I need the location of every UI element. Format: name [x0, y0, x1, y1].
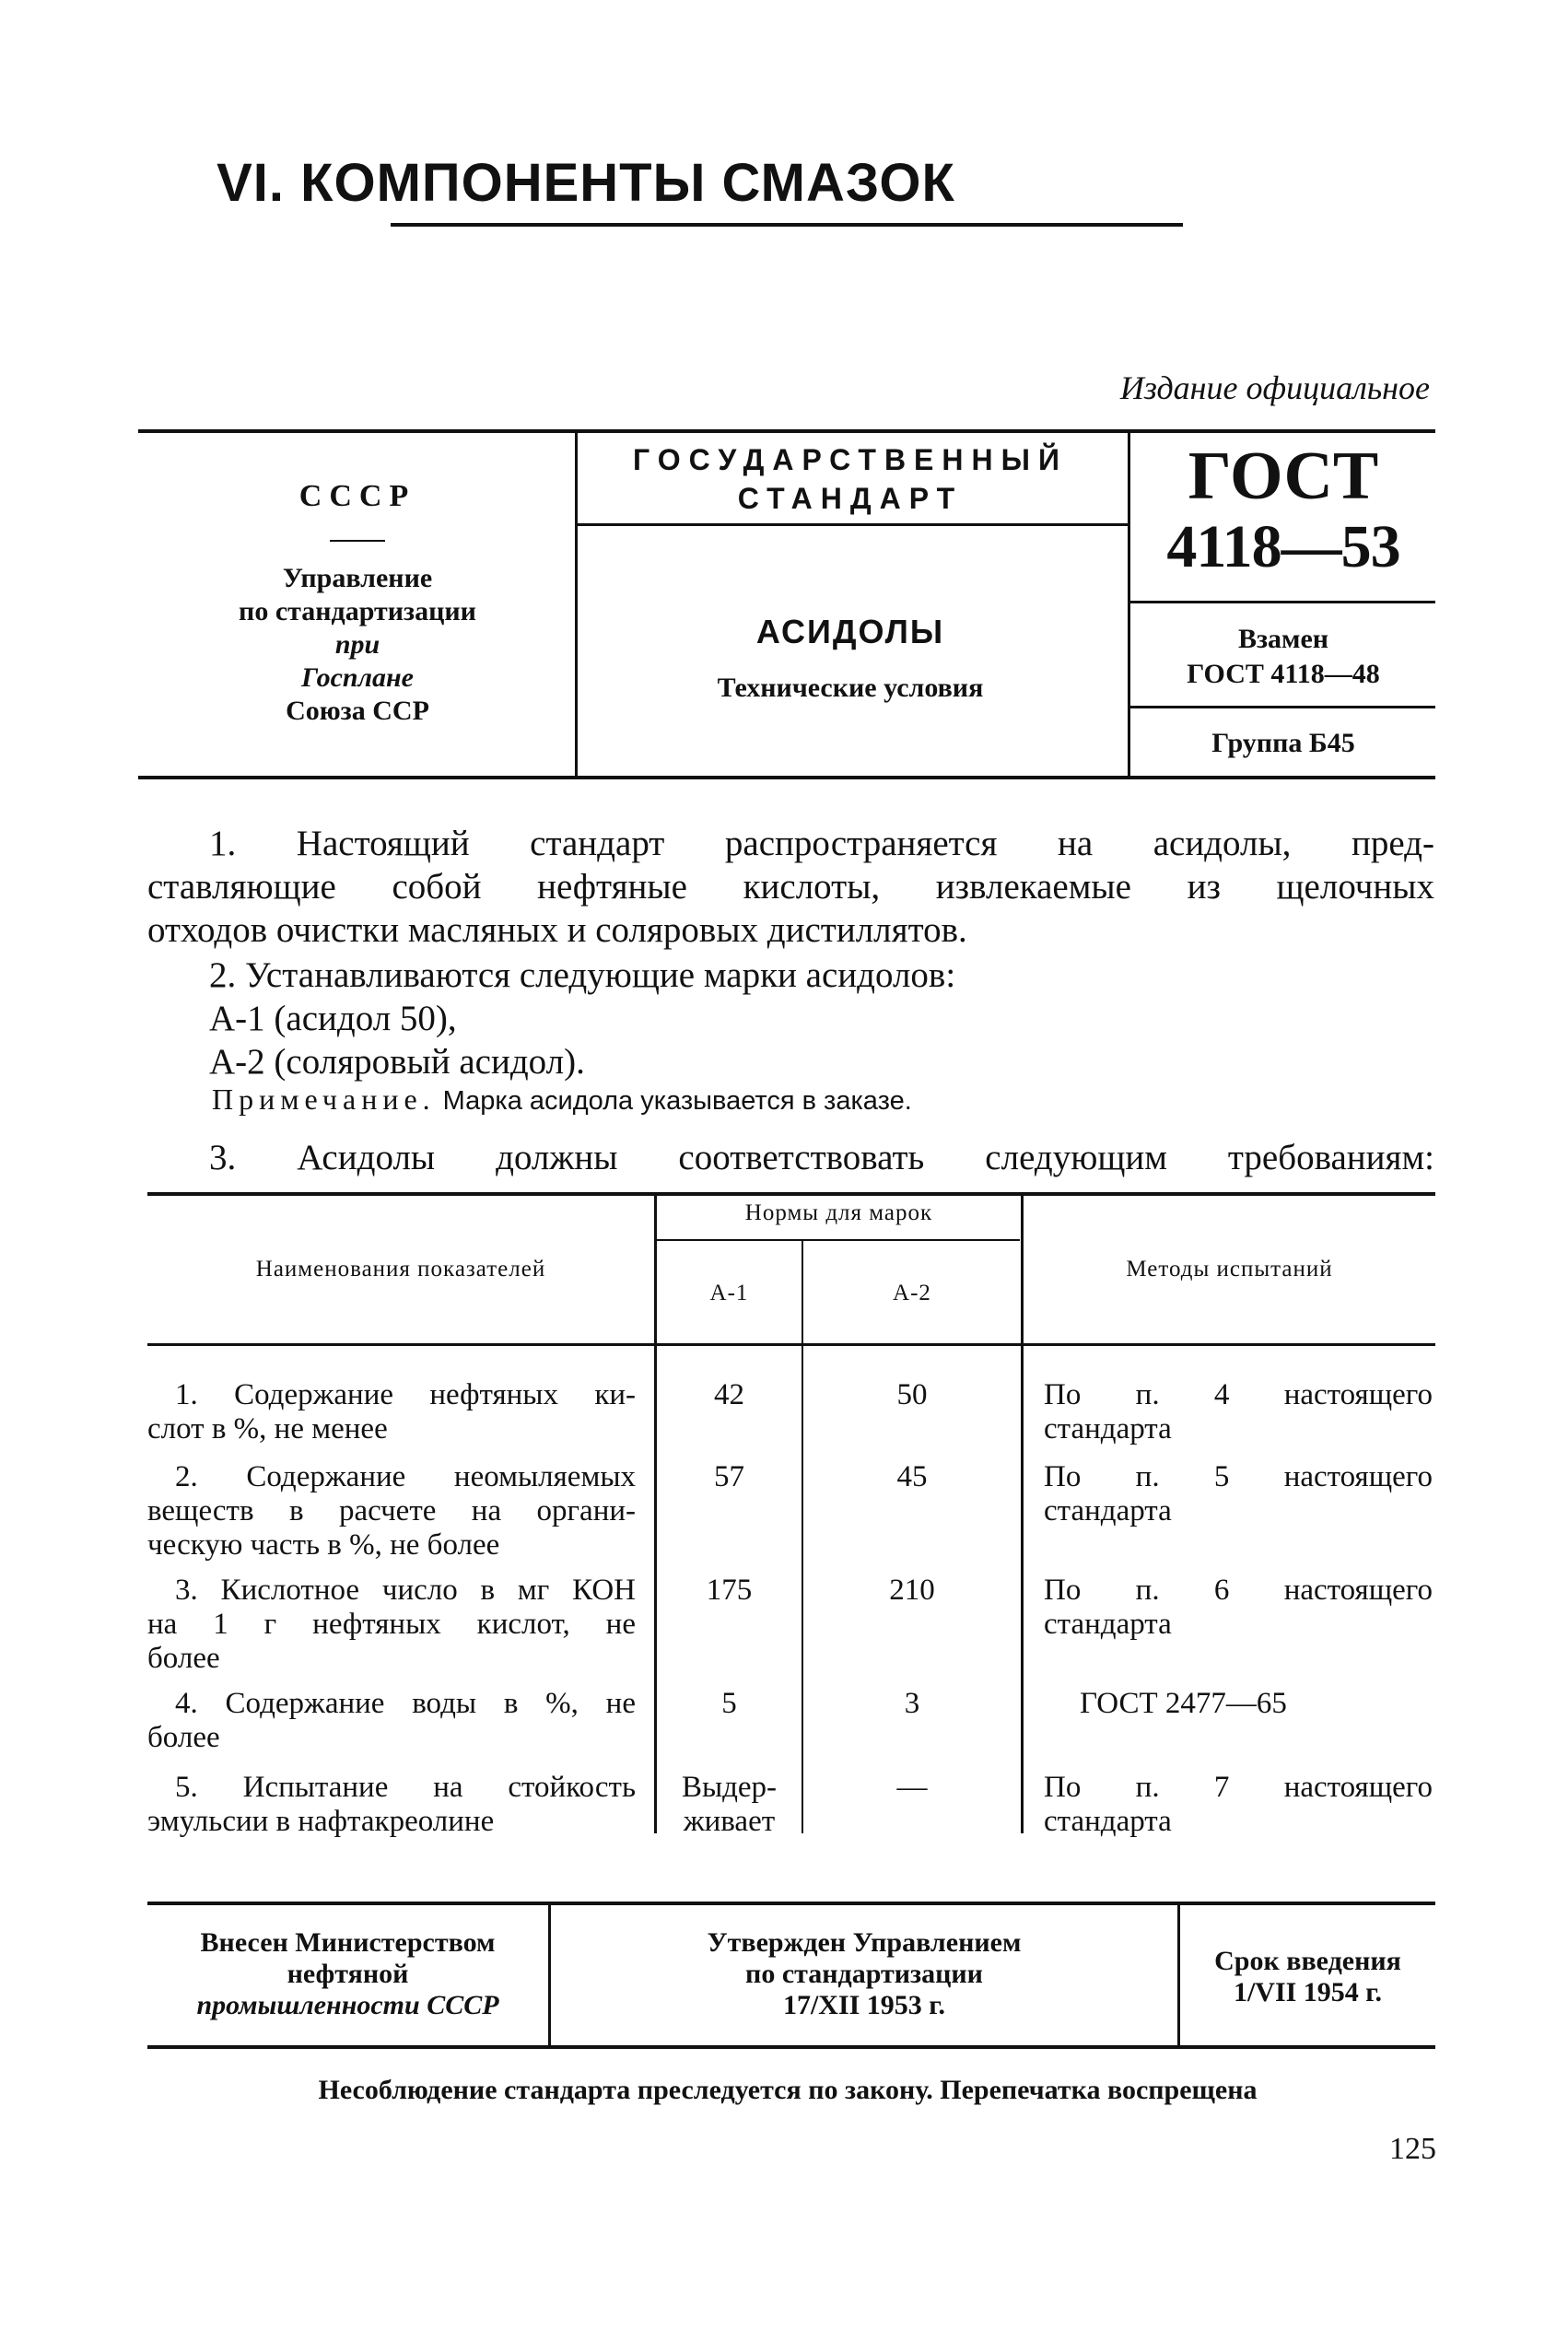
header-mid-rule — [578, 523, 1128, 526]
grade-item: А-2 (соляровый асидол). — [209, 1042, 585, 1082]
approved-line: Утвержден Управлением — [707, 1927, 1022, 1958]
header-bottom-rule — [138, 776, 1435, 779]
document-subtitle: Технические условия — [717, 673, 984, 703]
table-row-2-a1: 57 — [714, 1460, 744, 1493]
approved-by — [551, 1927, 1177, 2021]
paragraph-2: 2. Устанавливаются следующие марки асидолов: — [209, 955, 956, 995]
table-row-3-method — [1044, 1574, 1433, 1642]
header-a2: А-2 — [893, 1281, 931, 1305]
indicator-line: 3. Кислотное число в мг КОН — [175, 1574, 636, 1607]
table-row-4-a1: 5 — [721, 1687, 737, 1720]
header-a1: А-1 — [709, 1281, 749, 1305]
effective-date — [1180, 1946, 1435, 2008]
footer-bottom-rule — [147, 2045, 1435, 2049]
effective-line: 1/VII 1954 г. — [1233, 1977, 1383, 2007]
method-line: По п. 6 настоящего — [1044, 1574, 1433, 1607]
indicator-line: 4. Содержание воды в %, не — [175, 1687, 636, 1720]
paragraph-line: отходов очистки масляных и соляровых дистиллятов. — [147, 910, 967, 950]
norms-subrule — [657, 1239, 1020, 1241]
header-divider-right — [1128, 433, 1130, 776]
page-number: 125 — [1389, 2132, 1436, 2166]
table-row-5-a2: — — [896, 1771, 928, 1804]
introduced-line: нефтяной — [287, 1959, 409, 1989]
table-row-4-method — [1080, 1687, 1430, 1721]
gost-rule-1 — [1130, 601, 1435, 603]
authority-line: Союза ССР — [286, 696, 429, 726]
method-line: По п. 5 настоящего — [1044, 1460, 1433, 1493]
indicator-line: 5. Испытание на стойкость — [175, 1771, 636, 1804]
indicator-line: более — [147, 1721, 220, 1754]
country-dash — [330, 540, 385, 542]
approved-line: по стандартизации — [745, 1959, 983, 1989]
standard-type-line: СТАНДАРТ — [737, 482, 964, 515]
grade-item: А-1 (асидол 50), — [209, 999, 457, 1038]
authority-block — [138, 562, 577, 728]
note-text: Марка асидола указывается в заказе. — [442, 1086, 912, 1116]
gost-label: ГОСТ — [1188, 439, 1379, 514]
paragraph-line: 1. Настоящий стандарт распространяется на асидолы, пред- — [209, 824, 1434, 863]
edition-note: Издание официальное — [1119, 369, 1430, 406]
method-line: стандарта — [1044, 1608, 1172, 1641]
group-label: Группа Б45 — [1211, 728, 1355, 758]
replaces-line: Взамен — [1237, 624, 1329, 654]
section-title: VI. КОМПОНЕНТЫ СМАЗОК — [216, 153, 955, 213]
authority-line: Управление — [282, 563, 433, 593]
note-label: Примечание. — [212, 1083, 436, 1116]
authority-line: Госплане — [301, 662, 414, 693]
table-row-1-indicator — [147, 1378, 636, 1446]
indicator-line: эмульсии в нафтакреолине — [147, 1805, 495, 1838]
table-row-5-method — [1044, 1771, 1433, 1839]
table-row-1-a1: 42 — [714, 1378, 744, 1411]
introduced-by — [147, 1927, 548, 2021]
introduced-line: Внесен Министерством — [200, 1927, 496, 1958]
indicator-line: слот в %, не менее — [147, 1412, 388, 1445]
standard-type — [582, 440, 1118, 518]
indicator-line: более — [147, 1642, 220, 1675]
paragraph-line: ставляющие собой нефтяные кислоты, извлекаемые из щелочных — [147, 867, 1434, 907]
document-name: АСИДОЛЫ — [755, 613, 945, 650]
law-notice: Несоблюдение стандарта преследуется по закону. Перепечатка воспрещена — [318, 2075, 1258, 2105]
method-line: ГОСТ 2477—65 — [1080, 1687, 1287, 1720]
table-row-4-indicator — [147, 1687, 636, 1755]
method-line: По п. 7 настоящего — [1044, 1771, 1433, 1804]
paragraph-1 — [147, 822, 1434, 952]
table-row-3-a2: 210 — [889, 1574, 935, 1607]
footer-top-rule — [147, 1902, 1435, 1905]
effective-line: Срок введения — [1214, 1946, 1401, 1976]
header-top-rule — [138, 429, 1435, 433]
table-top-rule — [147, 1192, 1435, 1196]
gost-number: 4118—53 — [1166, 513, 1400, 580]
indicator-line: веществ в расчете на органи- — [147, 1494, 636, 1527]
a1-line: живает — [683, 1805, 776, 1838]
replaces-line: ГОСТ 4118—48 — [1187, 659, 1380, 689]
table-divider-3 — [1021, 1196, 1024, 1833]
method-line: стандарта — [1044, 1805, 1172, 1838]
a1-line: Выдер- — [681, 1771, 778, 1804]
paragraph-3: 3. Асидолы должны соответствовать следующим требованиям: — [209, 1138, 1434, 1177]
indicator-line: на 1 г нефтяных кислот, не — [147, 1608, 636, 1641]
authority-line: при — [334, 629, 380, 660]
country-label: СССР — [298, 479, 416, 513]
indicator-line: 2. Содержание неомыляемых — [175, 1460, 636, 1493]
header-norms: Нормы для марок — [744, 1200, 933, 1225]
approved-line: 17/XII 1953 г. — [782, 1990, 946, 2020]
indicator-line: ческую часть в %, не более — [147, 1528, 500, 1562]
table-divider-2 — [802, 1241, 803, 1833]
table-row-3-a1: 175 — [706, 1574, 753, 1607]
introduced-line: промышленности СССР — [196, 1990, 499, 2020]
table-header-rule — [147, 1343, 1435, 1346]
gost-rule-2 — [1130, 706, 1435, 708]
table-row-2-indicator — [147, 1460, 636, 1562]
standard-type-line: ГОСУДАРСТВЕННЫЙ — [633, 443, 1068, 476]
table-row-4-a2: 3 — [904, 1687, 920, 1720]
method-line: стандарта — [1044, 1412, 1172, 1445]
note — [212, 1083, 912, 1117]
table-row-3-indicator — [147, 1574, 636, 1676]
authority-line: по стандартизации — [239, 596, 476, 626]
table-row-5-indicator — [147, 1771, 636, 1839]
method-line: стандарта — [1044, 1494, 1172, 1527]
table-row-2-method — [1044, 1460, 1433, 1528]
header-methods: Методы испытаний — [1126, 1257, 1333, 1282]
table-row-5-a1 — [657, 1771, 802, 1839]
table-row-1-a2: 50 — [896, 1378, 928, 1411]
title-underline — [391, 223, 1183, 227]
table-row-1-method — [1044, 1378, 1433, 1446]
indicator-line: 1. Содержание нефтяных ки- — [175, 1378, 636, 1411]
table-row-2-a2: 45 — [896, 1460, 928, 1493]
header-indicator: Наименования показателей — [255, 1257, 546, 1282]
method-line: По п. 4 настоящего — [1044, 1378, 1433, 1411]
replaces-block — [1135, 622, 1432, 692]
